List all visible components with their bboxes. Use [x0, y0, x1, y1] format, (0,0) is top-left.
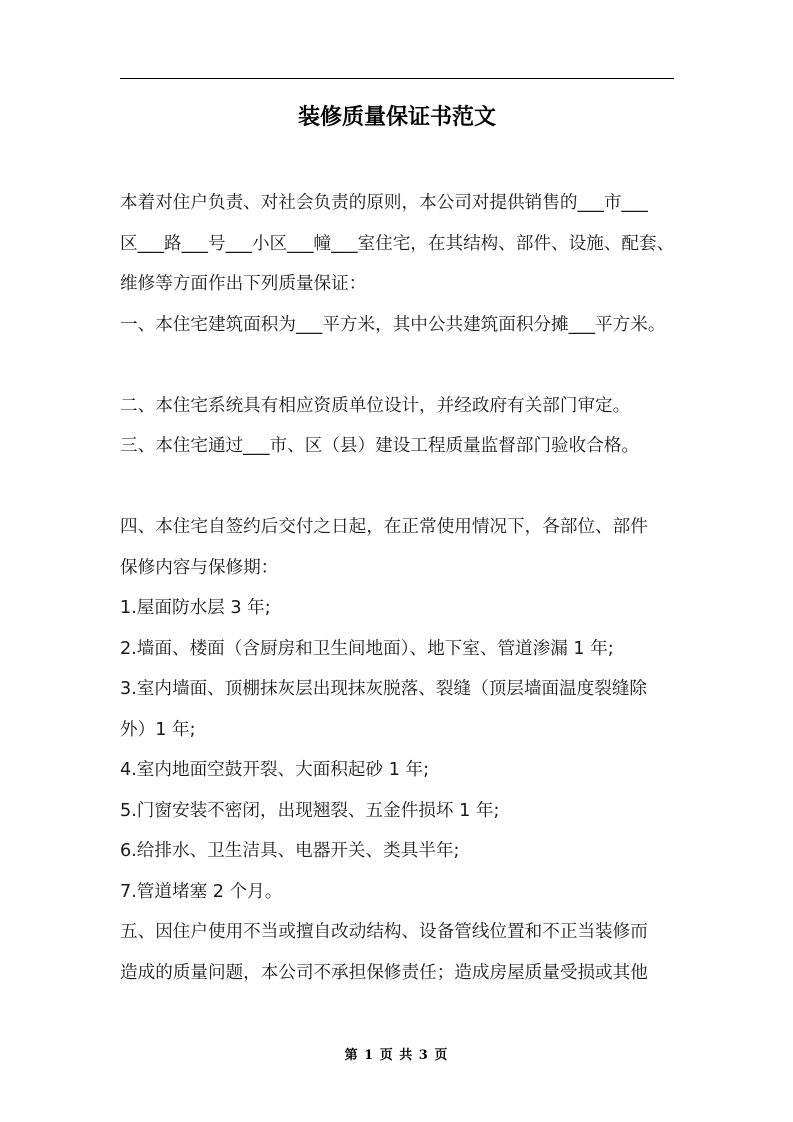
document-title: 装修质量保证书范文: [297, 105, 496, 130]
warranty-item-4: 4.室内地面空鼓开裂、大面积起砂 1 年;: [120, 760, 430, 780]
header-rule: [120, 78, 674, 79]
warranty-item-1: 1.屋面防水层 3 年;: [120, 598, 271, 618]
clause-5-line-1: 五、因住户使用不当或擅自改动结构、设备管线位置和不正当装修而: [120, 922, 648, 942]
warranty-item-3-line-2: 外）1 年;: [120, 719, 196, 740]
warranty-item-6: 6.给排水、卫生洁具、电器开关、类具半年;: [120, 841, 460, 861]
document-body: [120, 183, 674, 993]
intro-line-3: 维修等方面作出下列质量保证：: [120, 274, 367, 294]
clause-4-line-2: 保修内容与保修期：: [120, 557, 279, 578]
warranty-item-2: 2.墙面、楼面（含厨房和卫生间地面）、地下室、管道渗漏 1 年;: [120, 638, 614, 659]
clause-3: 三、本住宅通过___市、区（县）建设工程质量监督部门验收合格。: [120, 436, 640, 456]
clause-4-line-1: 四、本住宅自签约后交付之日起，在正常使用情况下，各部位、部件: [120, 517, 648, 537]
warranty-item-3-line-1: 3.室内墙面、顶棚抹灰层出现抹灰脱落、裂缝（顶层墙面温度裂缝除: [120, 679, 648, 699]
clause-2: 二、本住宅系统具有相应资质单位设计，并经政府有关部门审定。: [120, 395, 631, 416]
warranty-item-7: 7.管道堵塞 2 个月。: [120, 881, 283, 902]
warranty-item-5: 5.门窗安装不密闭，出现翘裂、五金件损坏 1 年;: [120, 800, 500, 821]
clause-5-line-2: 造成的质量问题，本公司不承担保修责任；造成房屋质量受损或其他: [120, 962, 648, 983]
clause-1: 一、本住宅建筑面积为___平方米，其中公共建筑面积分摊___平方米。: [120, 314, 666, 335]
page-number: 第 1 页 共 3 页: [344, 1048, 449, 1063]
intro-line-1: 本着对住户负责、对社会负责的原则，本公司对提供销售的___市___: [120, 193, 648, 213]
intro-line-2: 区___路___号___小区___幢___室住宅，在其结构、部件、设施、配套、: [120, 233, 675, 254]
